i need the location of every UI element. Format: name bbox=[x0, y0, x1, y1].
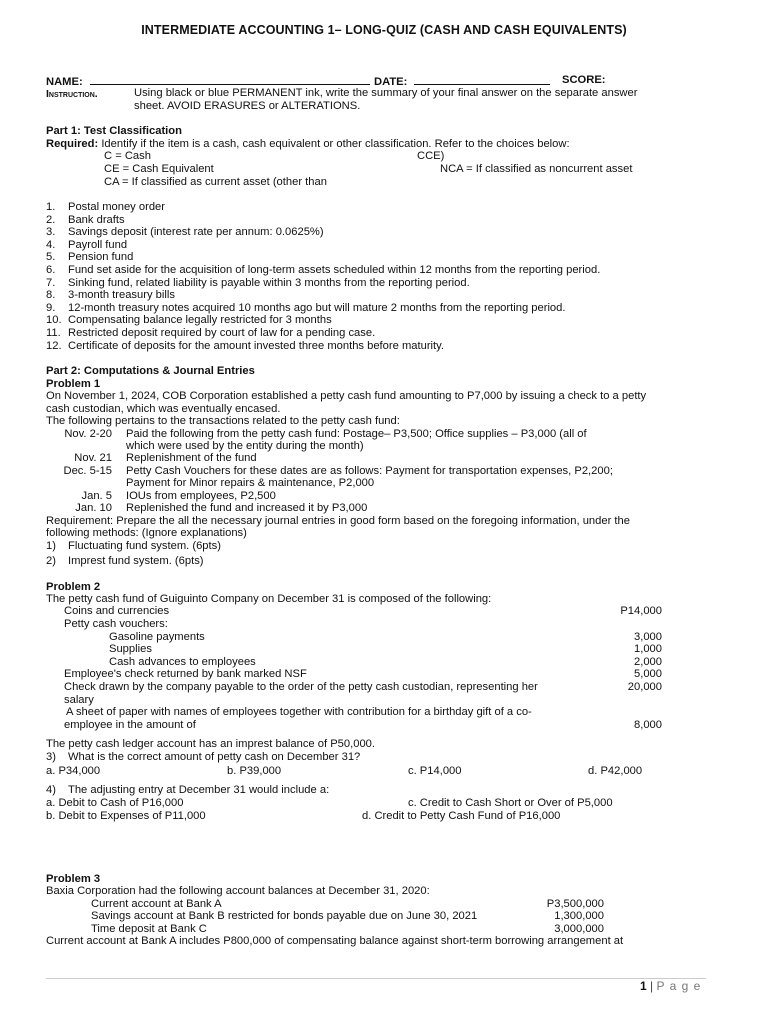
problem1-requirement-1: Requirement: Prepare the all the necessary journal entries in good form based on the foregoing information, under the bbox=[46, 515, 630, 527]
tx-date: Jan. 5 bbox=[81, 490, 112, 502]
birthday-sheet-amount: 8,000 bbox=[634, 719, 662, 731]
tx-text: Petty Cash Vouchers for these dates are as follows: Payment for transportation expenses, P2,200; bbox=[126, 465, 613, 477]
page-footer bbox=[640, 980, 701, 993]
page-number: 1 bbox=[640, 979, 647, 993]
bank-b-label: Savings account at Bank B restricted for bonds payable due on June 30, 2021 bbox=[91, 910, 478, 922]
instruction-text-1: Using black or blue PERMANENT ink, write the summary of your final answer on the separate answer bbox=[134, 87, 638, 99]
list-item: 2. Bank drafts bbox=[46, 213, 125, 226]
tx-text: IOUs from employees, P2,500 bbox=[126, 490, 276, 502]
problem1-intro-2: cash custodian, which was eventually encased. bbox=[46, 403, 281, 415]
date-label: DATE: bbox=[374, 76, 408, 88]
tx-date: Jan. 10 bbox=[75, 502, 112, 514]
list-item: 4. Payroll fund bbox=[46, 238, 128, 251]
nsf-label: Employee's check returned by bank marked NSF bbox=[64, 668, 307, 680]
supplies-label: Supplies bbox=[109, 643, 152, 655]
method-imprest: 2) Imprest fund system. (6pts) bbox=[46, 555, 204, 567]
part1-required: Required: Identify if the item is a cash, cash equivalent or other classification. Refer to the choices below: bbox=[46, 138, 570, 150]
part2-heading: Part 2: Computations & Journal Entries bbox=[46, 365, 255, 377]
coins-label: Coins and currencies bbox=[64, 605, 170, 617]
tx-text: which were used by the entity during the month) bbox=[126, 440, 364, 452]
tx-text: Paid the following from the petty cash fund: Postage– P3,500; Office supplies – P3,000 (all of bbox=[126, 428, 587, 440]
tx-text: Replenished the fund and increased it by P3,000 bbox=[126, 502, 368, 514]
ledger-balance-text: The petty cash ledger account has an imprest balance of P50,000. bbox=[46, 738, 375, 750]
question-3: 3) What is the correct amount of petty cash on December 31? bbox=[46, 751, 361, 763]
list-item: 3. Savings deposit (interest rate per annum: 0.0625%) bbox=[46, 226, 324, 239]
choice-nca: NCA = If classified as noncurrent asset bbox=[440, 163, 633, 175]
list-item: 6. Fund set aside for the acquisition of long-term assets scheduled within 12 months from the reporting period. bbox=[46, 263, 601, 276]
instruction-label: Instruction. bbox=[46, 88, 98, 100]
vouchers-label: Petty cash vouchers: bbox=[64, 618, 168, 630]
choice-cce: CCE) bbox=[417, 150, 445, 162]
bank-c-label: Time deposit at Bank C bbox=[91, 923, 207, 935]
q4-option-a: a. Debit to Cash of P16,000 bbox=[46, 797, 184, 809]
tx-date: Nov. 2-20 bbox=[64, 428, 112, 440]
list-item: 5. Pension fund bbox=[46, 251, 134, 264]
footer-divider bbox=[46, 978, 706, 979]
salary-check-label-1: Check drawn by the company payable to the order of the petty cash custodian, representing her bbox=[64, 681, 538, 693]
part1-heading: Part 1: Test Classification bbox=[46, 125, 182, 137]
salary-check-label-2: salary bbox=[64, 694, 94, 706]
birthday-sheet-label-2: employee in the amount of bbox=[64, 719, 196, 731]
score-label: SCORE: bbox=[562, 74, 606, 86]
problem1-heading: Problem 1 bbox=[46, 378, 101, 390]
date-blank[interactable] bbox=[414, 74, 550, 85]
bank-a-label: Current account at Bank A bbox=[91, 898, 222, 910]
choice-c: C = Cash bbox=[104, 150, 151, 162]
page-separator: | bbox=[650, 979, 654, 993]
q3-option-b: b. P39,000 bbox=[227, 765, 282, 777]
q3-option-d: d. P42,000 bbox=[588, 765, 643, 777]
q3-option-c: c. P14,000 bbox=[408, 765, 462, 777]
instruction-text-2: sheet. AVOID ERASURES or ALTERATIONS. bbox=[134, 100, 361, 112]
list-item: 12. Certificate of deposits for the amount invested three months before maturity. bbox=[46, 339, 445, 352]
bank-c-amount: 3,000,000 bbox=[554, 923, 604, 935]
nsf-amount: 5,000 bbox=[634, 668, 662, 680]
tx-date: Nov. 21 bbox=[74, 452, 112, 464]
tx-text: Replenishment of the fund bbox=[126, 452, 257, 464]
advances-label: Cash advances to employees bbox=[109, 656, 256, 668]
name-blank[interactable] bbox=[90, 74, 370, 85]
q3-option-a: a. P34,000 bbox=[46, 765, 101, 777]
tx-date: Dec. 5-15 bbox=[63, 465, 112, 477]
choice-ca: CA = If classified as current asset (other than bbox=[104, 176, 327, 188]
page-word: P a g e bbox=[656, 979, 702, 993]
part1-item-list bbox=[46, 201, 600, 352]
problem3-intro: Baxia Corporation had the following account balances at December 31, 2020: bbox=[46, 885, 430, 897]
list-item: 1. Postal money order bbox=[46, 201, 166, 213]
tx-text: Payment for Minor repairs & maintenance, P2,000 bbox=[126, 477, 375, 489]
problem3-heading: Problem 3 bbox=[46, 873, 101, 885]
choice-ce: CE = Cash Equivalent bbox=[104, 163, 214, 175]
q4-option-c: c. Credit to Cash Short or Over of P5,000 bbox=[408, 797, 613, 809]
problem2-heading: Problem 2 bbox=[46, 581, 101, 593]
problem3-last-line: Current account at Bank A includes P800,000 of compensating balance against short-term borrowing arrangement at bbox=[46, 935, 624, 947]
problem1-requirement-2: following methods: (Ignore explanations) bbox=[46, 527, 247, 539]
list-item: 8. 3-month treasury bills bbox=[46, 289, 175, 302]
question-4: 4) The adjusting entry at December 31 would include a: bbox=[46, 784, 330, 796]
birthday-sheet-label-1: A sheet of paper with names of employees together with contribution for a birthday gift of a co- bbox=[66, 706, 532, 718]
bank-b-amount: 1,300,000 bbox=[554, 910, 604, 922]
list-item: 9. 12-month treasury notes acquired 10 months ago but will mature 2 months from the reporting period. bbox=[46, 301, 566, 314]
method-fluctuating: 1) Fluctuating fund system. (6pts) bbox=[46, 540, 221, 552]
q4-option-b: b. Debit to Expenses of P11,000 bbox=[46, 810, 206, 822]
salary-check-amount: 20,000 bbox=[627, 681, 662, 693]
list-item: 11. Restricted deposit required by court of law for a pending case. bbox=[46, 326, 376, 339]
bank-a-amount: P3,500,000 bbox=[546, 898, 604, 910]
list-item: 7. Sinking fund, related liability is payable within 3 months from the reporting period. bbox=[46, 276, 470, 289]
problem1-intro-1: On November 1, 2024, COB Corporation established a petty cash fund amounting to P7,000 by issuing a check to a petty bbox=[46, 390, 647, 402]
q4-option-d: d. Credit to Petty Cash Fund of P16,000 bbox=[362, 810, 561, 822]
problem2-intro: The petty cash fund of Guiguinto Company on December 31 is composed of the following: bbox=[46, 593, 492, 605]
name-label: NAME: bbox=[46, 76, 83, 88]
problem1-intro-3: The following pertains to the transactions related to the petty cash fund: bbox=[46, 415, 400, 427]
supplies-amount: 1,000 bbox=[634, 643, 662, 655]
gasoline-label: Gasoline payments bbox=[109, 631, 205, 643]
quiz-title: INTERMEDIATE ACCOUNTING 1– LONG-QUIZ (CASH AND CASH EQUIVALENTS) bbox=[141, 23, 627, 37]
list-item: 10. Compensating balance legally restricted for 3 months bbox=[46, 314, 332, 327]
gasoline-amount: 3,000 bbox=[634, 631, 662, 643]
advances-amount: 2,000 bbox=[634, 656, 662, 668]
coins-amount: P14,000 bbox=[620, 605, 662, 617]
